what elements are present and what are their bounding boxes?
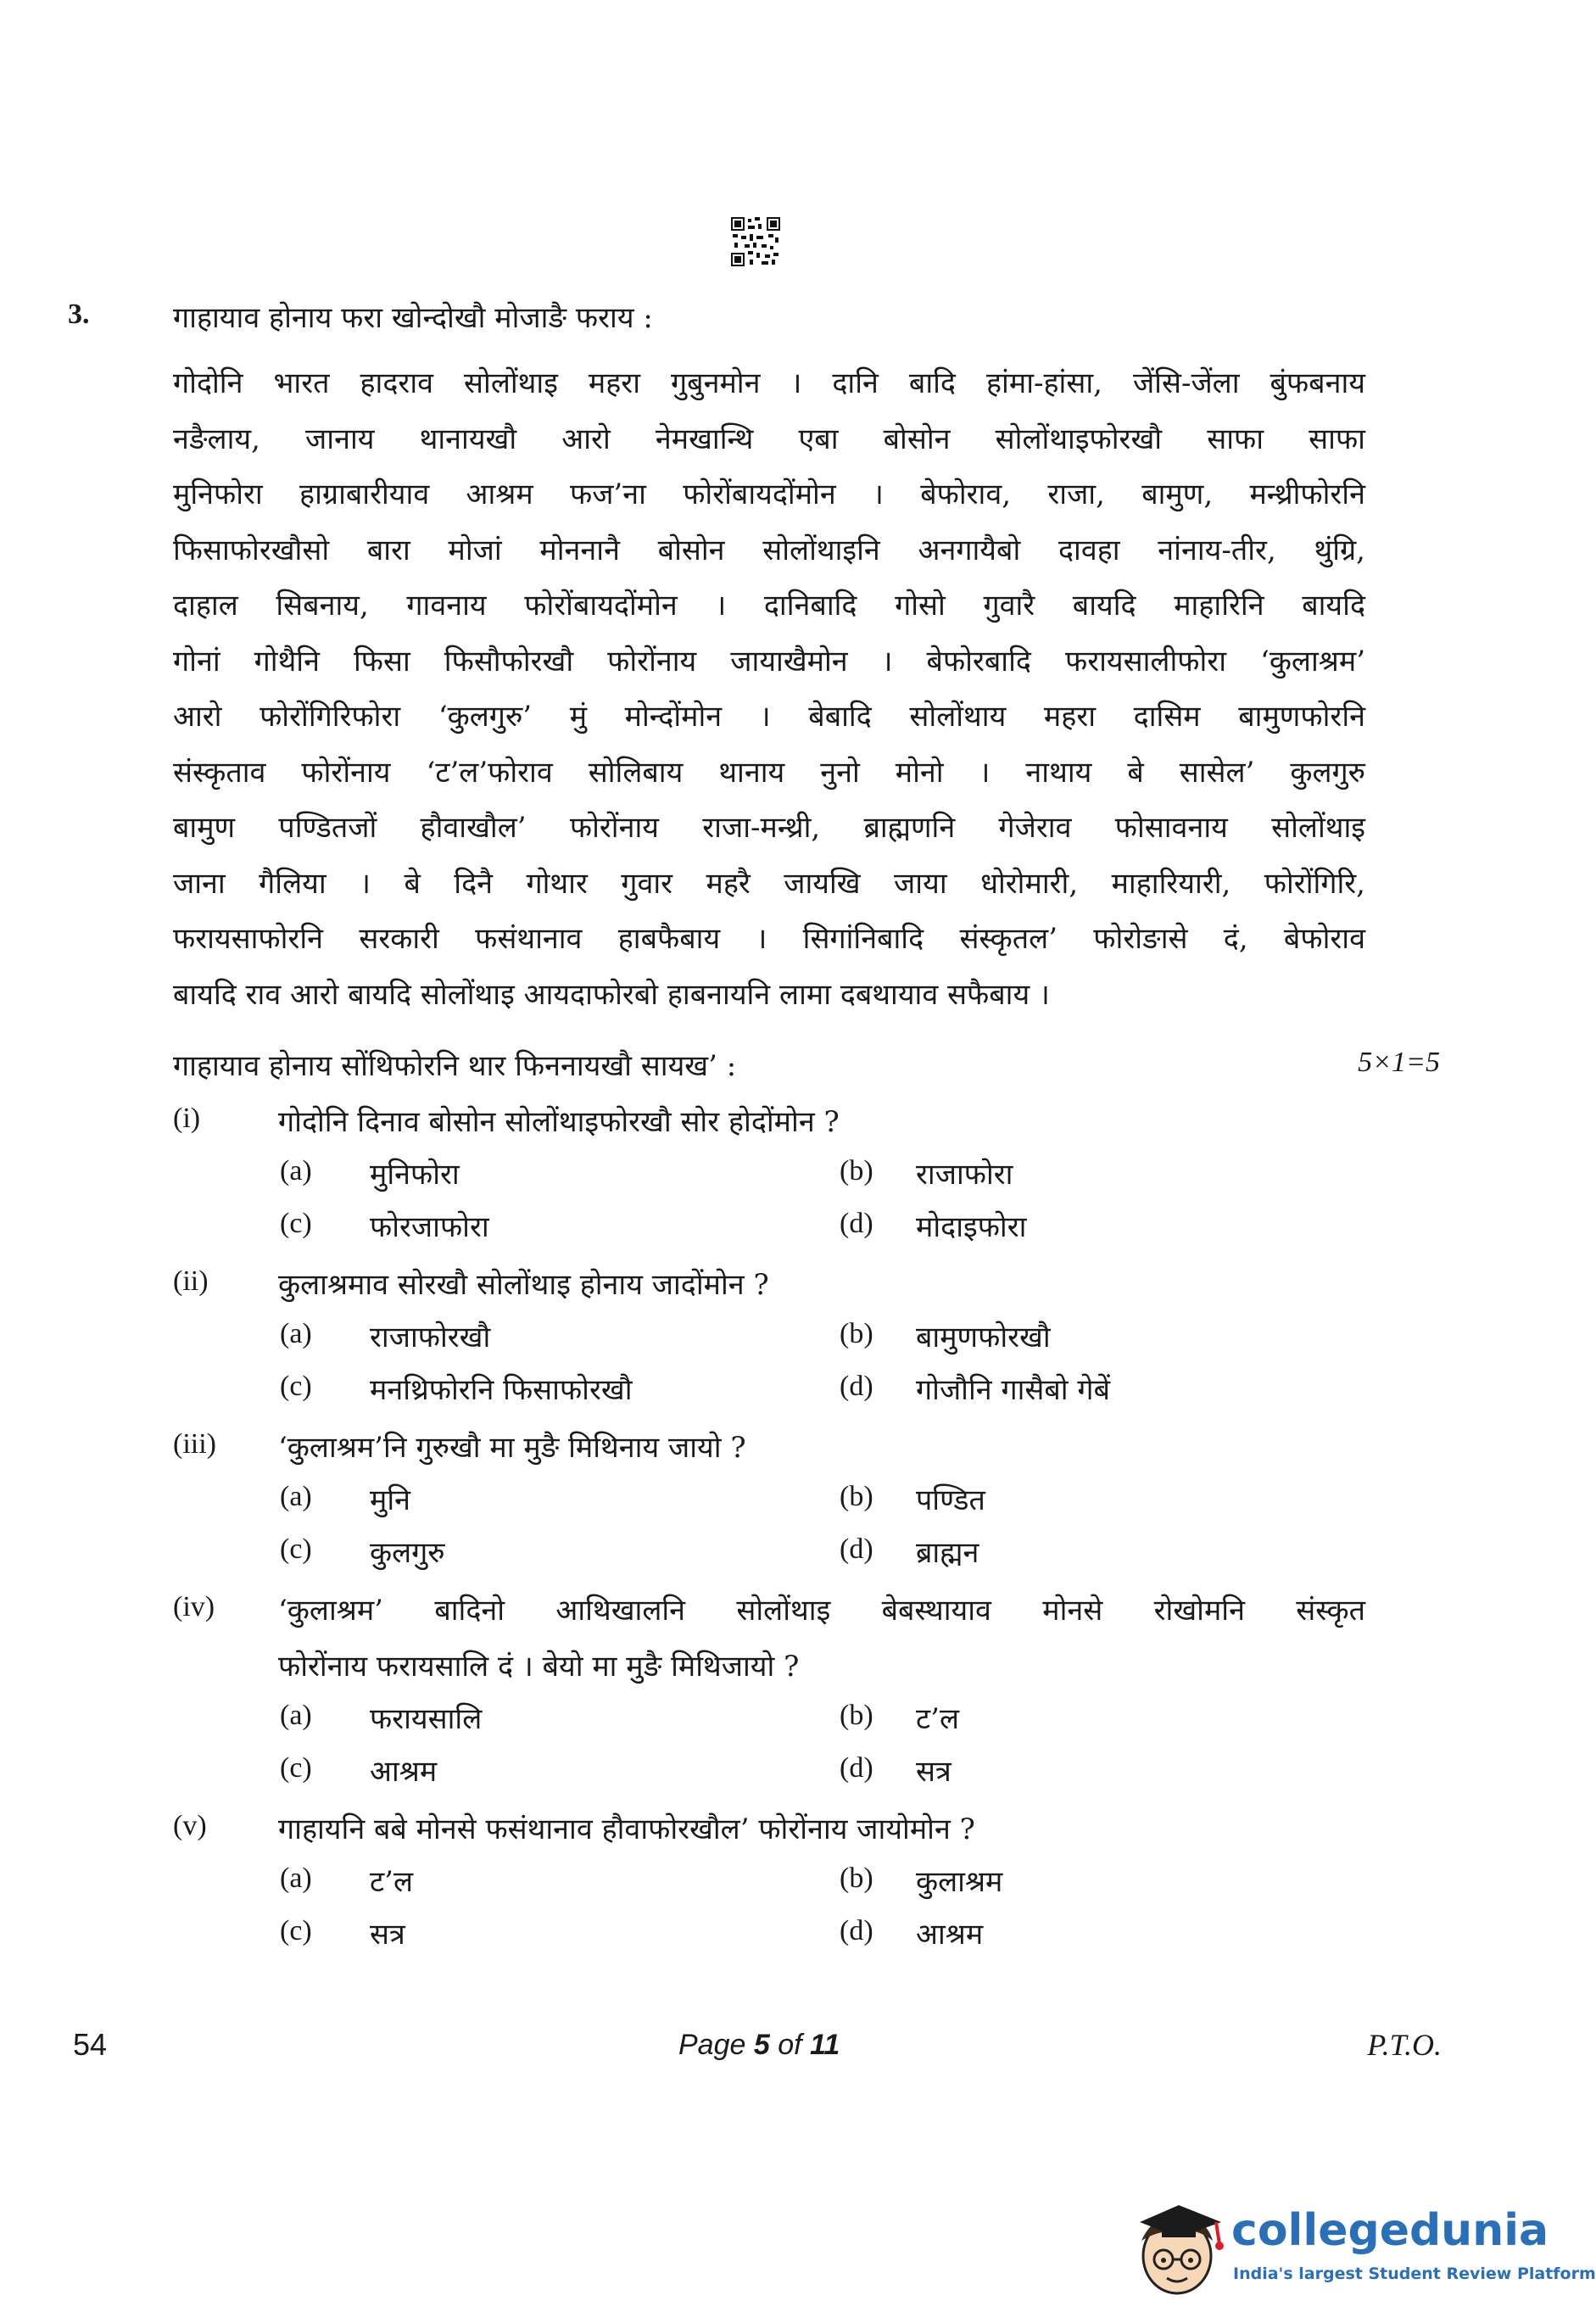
option-label: (d) xyxy=(840,1371,873,1402)
option-text: राजाफोरा xyxy=(916,1158,1013,1192)
subquestion-number: (i) xyxy=(173,1103,201,1134)
qr-code-icon xyxy=(731,217,780,266)
subquestion-number: (iv) xyxy=(173,1591,215,1622)
brand-tagline: India's largest Student Review Platform xyxy=(1233,2265,1596,2283)
option-text: सत्र xyxy=(916,1755,951,1789)
option-label: (b) xyxy=(840,1481,873,1512)
option-text: मुनिफोरा xyxy=(370,1158,460,1192)
subquestion-number: (iii) xyxy=(173,1428,216,1460)
option-text: कुलगुरु xyxy=(370,1536,445,1570)
option-label: (d) xyxy=(840,1752,873,1784)
option-label: (b) xyxy=(840,1700,873,1731)
page-indicator xyxy=(678,2029,840,2062)
option-text: फोरजाफोरा xyxy=(370,1210,489,1244)
pto-label: P.T.O. xyxy=(1367,2028,1442,2062)
collegedunia-logo xyxy=(1128,2188,1596,2307)
option-label: (c) xyxy=(280,1915,312,1946)
page-total: 11 xyxy=(810,2029,840,2061)
subquestion-text-continued: फोरोंनाय फरायसालि दं । बेयो मा मुङै मिथिजायो ? xyxy=(278,1650,800,1684)
option-text: ब्राह्मन xyxy=(916,1536,979,1570)
option-label: (a) xyxy=(280,1481,312,1512)
page-current: 5 xyxy=(753,2029,770,2061)
subquestion-number: (v) xyxy=(173,1810,207,1841)
option-label: (a) xyxy=(280,1700,312,1731)
option-text: मुनि xyxy=(370,1483,411,1517)
option-text: गोजौनि गासैबो गेबें xyxy=(916,1373,1110,1407)
subquestion-text: ‘कुलाश्रम’ बादिनो आथिखालनि सोलोंथाइ बेबस्थायाव मोनसे रोखोमनि संस्कृत xyxy=(278,1594,1365,1628)
option-label: (b) xyxy=(840,1862,873,1894)
passage-line: बायदि राव आरो बायदि सोलोंथाइ आयदाफोरबो हाबनायनि लामा दबथायाव सफैबाय । xyxy=(173,977,1050,1012)
page-mid: of xyxy=(769,2029,811,2061)
subquestion-number: (ii) xyxy=(173,1265,209,1297)
option-text: फरायसालि xyxy=(370,1702,483,1736)
option-text: मनथ्रिफोरनि फिसाफोरखौ xyxy=(370,1373,633,1407)
brand-name: collegedunia xyxy=(1231,2205,1549,2256)
passage-line: गोनां गोथैनि फिसा फिसौफोरखौ फोरोंनाय जायाखैमोन । बेफोरबादि फरायसालीफोरा ‘कुलाश्रम’ xyxy=(173,644,1365,679)
subquestion-text: कुलाश्रमाव सोरखौ सोलोंथाइ होनाय जादोंमोन ? xyxy=(278,1268,769,1302)
passage-line: आरो फोरोंगिरिफोरा ‘कुलगुरु’ मुं मोन्दोंमोन । बेबादि सोलोंथाय महरा दासिम बामुणफोरनि xyxy=(173,700,1365,734)
option-text: ट’ल xyxy=(916,1702,959,1736)
option-label: (c) xyxy=(280,1752,312,1784)
option-label: (a) xyxy=(280,1862,312,1894)
passage-line: जाना गैलिया । बे दिनै गोथार गुवार महरै जायखि जाया धोरोमारी, माहारियारी, फोरोंगिरि, xyxy=(173,866,1365,901)
option-label: (d) xyxy=(840,1208,873,1239)
option-text: सत्र xyxy=(370,1918,405,1952)
subquestion-text: ‘कुलाश्रम’नि गुरुखौ मा मुङै मिथिनाय जायो ? xyxy=(278,1431,746,1465)
option-label: (d) xyxy=(840,1915,873,1946)
option-label: (c) xyxy=(280,1371,312,1402)
passage-line: गोदोनि भारत हादराव सोलोंथाइ महरा गुबुनमोन । दानि बादि हांमा-हांसा, जेंसि-जेंला बुंफबनाय xyxy=(173,366,1365,400)
passage-line: फरायसाफोरनि सरकारी फसंथानाव हाबफैबाय । सिगांनिबादि संस्कृतल’ फोरोङासे दं, बेफोराव xyxy=(173,922,1365,956)
option-label: (b) xyxy=(840,1318,873,1349)
option-label: (a) xyxy=(280,1318,312,1349)
instruction: गाहायाव होनाय सोंथिफोरनि थार फिननायखौ सायख’ : xyxy=(173,1049,737,1083)
passage-line: मुनिफोरा हाग्राबारीयाव आश्रम फज’ना फोरोंबायदोंमोन । बेफोराव, राजा, बामुण, मन्थ्रीफोरनि xyxy=(173,477,1365,511)
option-label: (c) xyxy=(280,1208,312,1239)
passage-line: बामुण पण्डितजों हौवाखौल’ फोरोंनाय राजा-मन्थ्री, ब्राह्मणनि गेजेराव फोसावनाय सोलोंथाइ xyxy=(173,811,1365,845)
passage-line: फिसाफोरखौसो बारा मोजां मोननानै बोसोन सोलोंथाइनि अनगायैबो दावहा नांनाय-तीर, थुंग्रि, xyxy=(173,533,1365,567)
page-prefix: Page xyxy=(678,2029,754,2061)
option-label: (a) xyxy=(280,1155,312,1187)
subquestion-text: गोदोनि दिनाव बोसोन सोलोंथाइफोरखौ सोर होदोंमोन ? xyxy=(278,1105,840,1139)
option-label: (d) xyxy=(840,1533,873,1565)
option-text: आश्रम xyxy=(370,1755,438,1789)
option-label: (b) xyxy=(840,1155,873,1187)
paper-code: 54 xyxy=(73,2027,108,2062)
mascot-icon xyxy=(1128,2188,1230,2307)
option-text: ट’ल xyxy=(370,1865,413,1899)
option-text: मोदाइफोरा xyxy=(916,1210,1027,1244)
option-text: बामुणफोरखौ xyxy=(916,1321,1051,1354)
question-number: 3. xyxy=(68,299,90,330)
option-text: कुलाश्रम xyxy=(916,1865,1003,1899)
option-text: आश्रम xyxy=(916,1918,984,1952)
subquestion-text: गाहायनि बबे मोनसे फसंथानाव हौवाफोरखौल’ फोरोंनाय जायोमोन ? xyxy=(278,1812,975,1846)
question-heading: गाहायाव होनाय फरा खोन्दोखौ मोजाङै फराय : xyxy=(173,301,653,335)
passage-line: संस्कृताव फोरोंनाय ‘ट’ल’फोराव सोलिबाय थानाय नुनो मोनो । नाथाय बे सासेल’ कुलगुरु xyxy=(173,755,1365,790)
marks: 5×1=5 xyxy=(1358,1047,1440,1078)
passage xyxy=(173,356,1365,1023)
option-label: (c) xyxy=(280,1533,312,1565)
passage-line: दाहाल सिबनाय, गावनाय फोरोंबायदोंमोन । दानिबादि गोसो गुवारै बायदि माहारिनि बायदि xyxy=(173,589,1365,623)
option-text: राजाफोरखौ xyxy=(370,1321,491,1354)
option-text: पण्डित xyxy=(916,1483,985,1517)
passage-line: नङैलाय, जानाय थानायखौ आरो नेमखान्थि एबा बोसोन सोलोंथाइफोरखौ साफा साफा xyxy=(173,422,1365,456)
